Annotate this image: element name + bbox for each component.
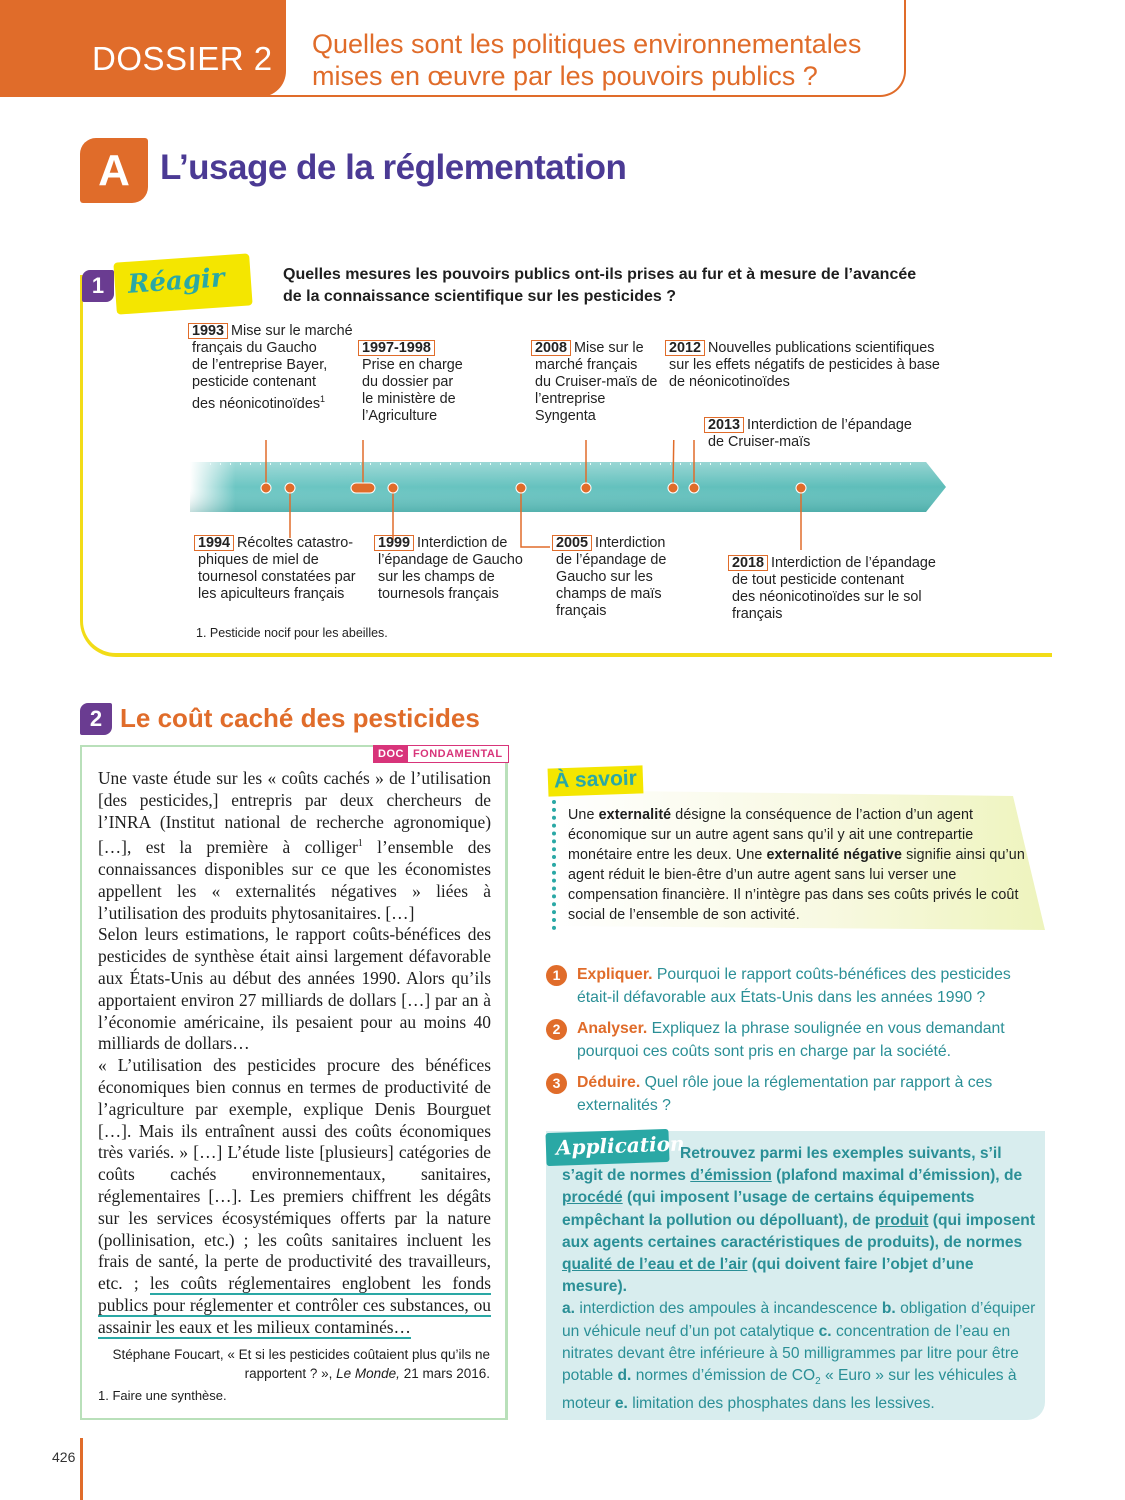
doc1-question: Quelles mesures les pouvoirs publics ont-ils prises au fur et à mesure de l’avancée de la connaissance scientifique sur les pesticides ? — [283, 266, 917, 305]
doc-fondamental-badge: DOC FONDAMENTAL — [373, 745, 509, 763]
dot-1993 — [261, 483, 271, 493]
event-2018: 2018 Interdiction de l’épandage de tout pesticide contenant des néonicotinoïdes sur le sol français — [728, 555, 958, 623]
dot-2018 — [796, 483, 806, 493]
question-2: 2 Analyser. Expliquez la phrase soulignée en vous demandant pourquoi ces coûts sont pris en charge par la société. — [546, 1017, 1046, 1063]
reagir-tag: Réagir — [113, 253, 252, 314]
event-1994: 1994 Récoltes catastro- phiques de miel de tournesol constatées par les apiculteurs français — [194, 535, 374, 603]
dossier-tab — [0, 0, 286, 97]
page-number: 426 — [52, 1449, 76, 1465]
doc2-title: Le coût caché des pesticides — [120, 703, 480, 733]
dossier-label: DOSSIER 2 — [92, 40, 273, 77]
doc2-article: Une vaste étude sur les « coûts cachés » de l’utilisation [des pesticides,] entrepris par deux chercheurs de l’INRA (Institut national de recherche agronomique) […], est la première à colliger$^1$ l’ensemble des connaissances disponibles sur ce que les économistes appellent les « externalités négatives » liées à l’utilisation des produits phytosanitaires. […] Selon leurs estimations, le rapport coûts-bénéfices des pesticides de synthèse était ainsi largement défavorable aux États-Unis au début des années 1990. Alors qu’ils apportaient environ 27 milliards de dollars […] par an à l’économie américaine, ils pesaient pour au moins 40 milliards de dollars… « L’utilisation des pesticides procure des bénéfices économiques bien connus en termes de productivité de l’agriculture par exemple, explique Denis Bourguet […]. Mais ils entraînent aussi des coûts économiques très variés. » […] L’étude liste [plusieurs] catégories de coûts cachés environnementaux, sanitaires, réglementaires […]. Les premiers chiffrent les dégâts sur les services écosystémiques offerts par la nature (pollinisation, etc.) ; les coûts sanitaires incluent les frais de santé, la perte de productivité des travailleurs, etc. ; les coûts réglementaires englobent les fonds publics pour réglementer et contrôler ces substances, ou assainir les eaux et les milieux contaminés… — [98, 768, 491, 1337]
application-label: Application — [545, 1129, 669, 1166]
a-savoir-text: Une externalité désigne la conséquence de l’action d’un agent économique sur un autre agent sans qu’il y ait une contrepartie monétaire entre les deux. Une externalité négative signifie ainsi qu’un agent réduit le bien-être d’un autre agent sans lui verser une compensation financière. Il n’intègre pas dans ses coûts privés le coût social de l’ensemble de son activité. — [568, 807, 1025, 923]
question-3: 3 Déduire. Quel rôle joue la réglementation par rapport à ces externalités ? — [546, 1071, 1046, 1117]
dot-2005 — [516, 483, 526, 493]
doc2-border-right — [505, 750, 508, 1420]
doc2-footnote: 1. Faire une synthèse. — [98, 1388, 227, 1403]
application-text: Retrouvez parmi les exemples suivants, s’il s’agit de normes d’émission (plafond maximal d’émission), de procédé (qui imposent l’usage de certains équipements empêchant la pollution ou dépolluant), de produit (qui imposent aux agents certaines caractéristiques de produits), de normes qualité de l’eau et de l’air (qui doivent faire l’objet d’une mesure). a. interdiction des ampoules à incandescence b. obligation d’équiper un véhicule neuf d’un pot catalytique c. concentration de l’eau en nitrates devant être inférieure à 50 milligrammes par litre pour être potable d. normes d’émission de $CO_2$ « Euro » sur les véhicules à moteur e. limitation des phosphates dans les lessives. — [562, 1145, 1036, 1413]
dot-1999 — [388, 483, 398, 493]
dot-1994 — [285, 483, 295, 493]
dossier-question: Quelles sont les politiques environnementales mises en œuvre par les pouvoirs publics ? — [312, 29, 862, 91]
a-savoir-dotted-rule — [552, 800, 556, 930]
doc2-border-top — [80, 745, 380, 747]
section-a-badge: A — [80, 138, 148, 203]
event-2005: 2005 Interdiction de l’épandage de Gaucho sur les champs de maïs français — [552, 535, 682, 620]
doc1-number-badge: 1 — [82, 270, 114, 302]
event-1993: 1993 Mise sur le marché français du Gaucho de l’entreprise Bayer, pesticide contenant des néonicotinoïdes$^1$ — [188, 323, 358, 413]
doc2-border-left — [80, 745, 82, 1420]
a-savoir-label: À savoir — [548, 765, 644, 796]
doc2-source: Stéphane Foucart, « Et si les pesticides coûtaient plus qu’ils ne rapportent ? », Le Monde, 21 mars 2016. — [112, 1347, 490, 1381]
section-a-title: L’usage de la réglementation — [160, 148, 627, 187]
event-2012: 2012 Nouvelles publications scientifiques sur les effets négatifs de pesticides à base de néonicotinoïdes — [665, 340, 955, 391]
doc1-footnote: 1. Pesticide nocif pour les abeilles. — [196, 626, 388, 640]
event-2008: 2008 Mise sur le marché français du Cruiser-maïs de l’entreprise Syngenta — [531, 340, 671, 425]
event-2013: 2013 Interdiction de l’épandage de Cruiser-maïs — [704, 417, 944, 451]
event-1999: 1999 Interdiction de l’épandage de Gaucho sur les champs de tournesols français — [374, 535, 544, 603]
dot-1997-1998 — [351, 483, 375, 493]
doc2-border-bottom — [80, 1418, 508, 1420]
dot-2012 — [668, 483, 678, 493]
dot-2008 — [581, 483, 591, 493]
underlined-sentence: les coûts réglementaires englobent les fonds publics pour réglementer et contrôler ces substances, ou assainir les eaux et les milieux contaminés… — [98, 1273, 491, 1337]
dot-2013 — [689, 483, 699, 493]
event-1997-1998: 1997-1998 Prise en charge du dossier par le ministère de l’Agriculture — [358, 340, 488, 425]
doc2-number-badge: 2 — [80, 703, 112, 735]
questions-list — [546, 963, 1046, 1125]
question-1: 1 Expliquer. Pourquoi le rapport coûts-bénéfices des pesticides était-il défavorable aux États-Unis dans les années 1990 ? — [546, 963, 1046, 1009]
page-margin-bar — [80, 1438, 83, 1500]
